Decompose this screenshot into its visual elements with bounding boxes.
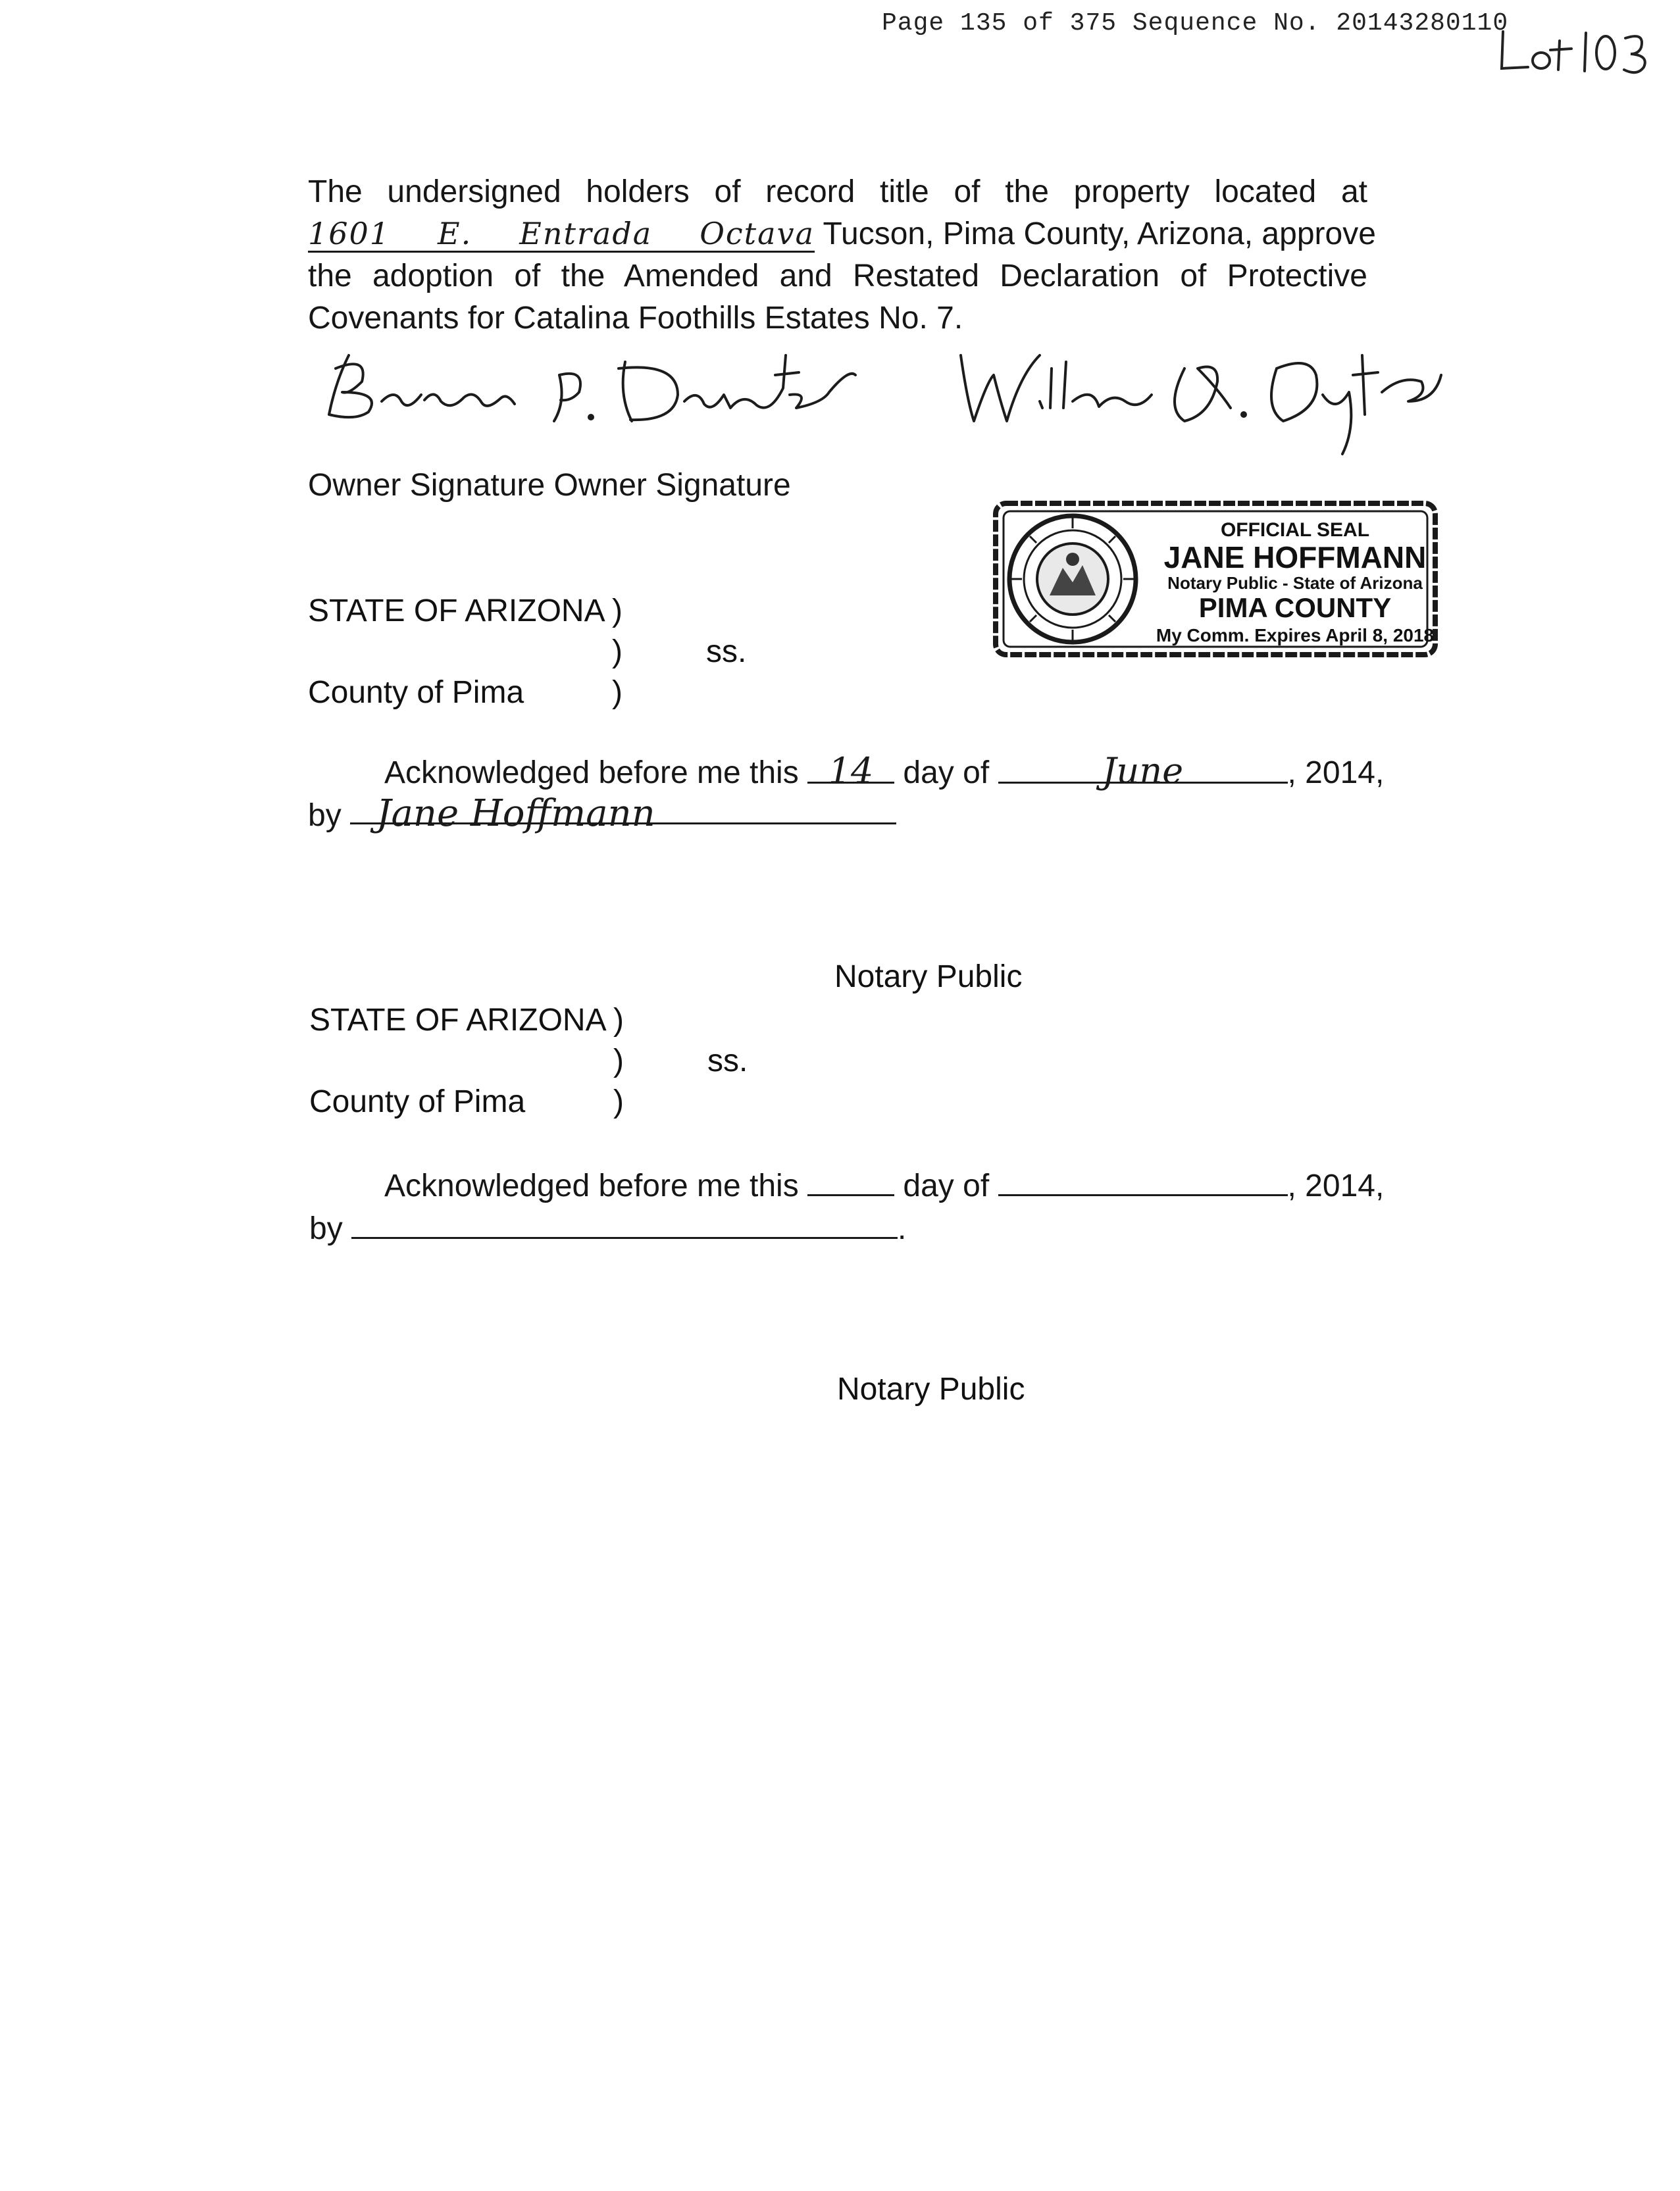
ack2-line xyxy=(384,1163,1384,1207)
venue-block-1 xyxy=(308,591,769,722)
intro-line-2 xyxy=(308,213,1376,255)
ack1-day-field[interactable]: 14 xyxy=(807,750,894,784)
ack2-month-field[interactable] xyxy=(998,1163,1288,1196)
venue2-paren-3: ) xyxy=(613,1084,624,1119)
ack1-notary-public: Notary Public xyxy=(834,959,1023,994)
seal-expires: My Comm. Expires April 8, 2018 xyxy=(1156,625,1435,645)
owner-signatures xyxy=(309,329,1448,461)
venue1-county: County of Pima xyxy=(308,675,524,710)
seal-drawing xyxy=(990,497,1441,661)
ack2-year: , 2014, xyxy=(1287,1169,1385,1203)
owner-signatures-drawing xyxy=(309,329,1448,461)
venue2-ss: ss. xyxy=(707,1044,748,1078)
intro-line-3: the adoption of the Amended and Restated Declaration of Protective xyxy=(308,259,1367,293)
property-address-field[interactable]: 1601 E. Entrada Octava xyxy=(308,216,815,251)
seal-notary-name: JANE HOFFMANN xyxy=(1163,540,1427,574)
page-sequence-header: Page 135 of 375 Sequence No. 20143280110 xyxy=(882,9,1509,38)
ack2-day-field[interactable] xyxy=(807,1163,894,1196)
ack2-period: . xyxy=(898,1211,907,1246)
ack1-month-field[interactable]: June xyxy=(998,750,1288,784)
venue2-paren-1: ) xyxy=(613,1003,624,1038)
ack2-by-field[interactable] xyxy=(351,1205,898,1239)
lot-number-handwritten xyxy=(1494,28,1652,87)
ack1-by: by xyxy=(308,798,342,833)
venue1-paren-2: ) xyxy=(612,634,623,669)
ack1-prefix: Acknowledged before me this xyxy=(384,755,799,790)
official-notary-seal xyxy=(990,497,1441,661)
venue2-state: STATE OF ARIZONA xyxy=(309,1003,607,1038)
ack1-day-of: day of xyxy=(903,755,990,790)
ack2-prefix: Acknowledged before me this xyxy=(384,1169,799,1203)
ack2-by: by xyxy=(309,1211,343,1246)
ack2-notary-public: Notary Public xyxy=(837,1372,1025,1407)
ack2-by-line xyxy=(309,1205,906,1250)
venue1-paren-1: ) xyxy=(612,593,623,628)
seal-title: OFFICIAL SEAL xyxy=(1220,519,1370,541)
venue1-state: STATE OF ARIZONA xyxy=(308,593,605,628)
venue1-ss: ss. xyxy=(706,634,747,669)
seal-county: PIMA COUNTY xyxy=(1198,592,1392,623)
intro-line-1: The undersigned holders of record title of the property located at xyxy=(308,174,1367,209)
owner-signature-label: Owner Signature Owner Signature xyxy=(308,468,791,503)
ack1-by-line xyxy=(308,793,896,837)
ack1-line xyxy=(384,750,1384,794)
intro-line-4: Covenants for Catalina Foothills Estates No. 7. xyxy=(308,301,963,336)
approval-paragraph xyxy=(308,171,1376,340)
ack2-day-of: day of xyxy=(903,1169,990,1203)
ack1-year: , 2014, xyxy=(1287,755,1385,790)
ack1-by-field[interactable]: Jane Hoffmann xyxy=(350,793,896,824)
venue2-county: County of Pima xyxy=(309,1084,526,1119)
intro-line-2-rest: Tucson, Pima County, Arizona, approve xyxy=(823,216,1376,251)
venue1-paren-3: ) xyxy=(612,675,623,710)
venue2-paren-2: ) xyxy=(613,1044,624,1078)
seal-role: Notary Public - State of Arizona xyxy=(1167,573,1423,593)
lot-note-drawing xyxy=(1494,28,1652,87)
venue-block-2 xyxy=(309,1000,770,1132)
